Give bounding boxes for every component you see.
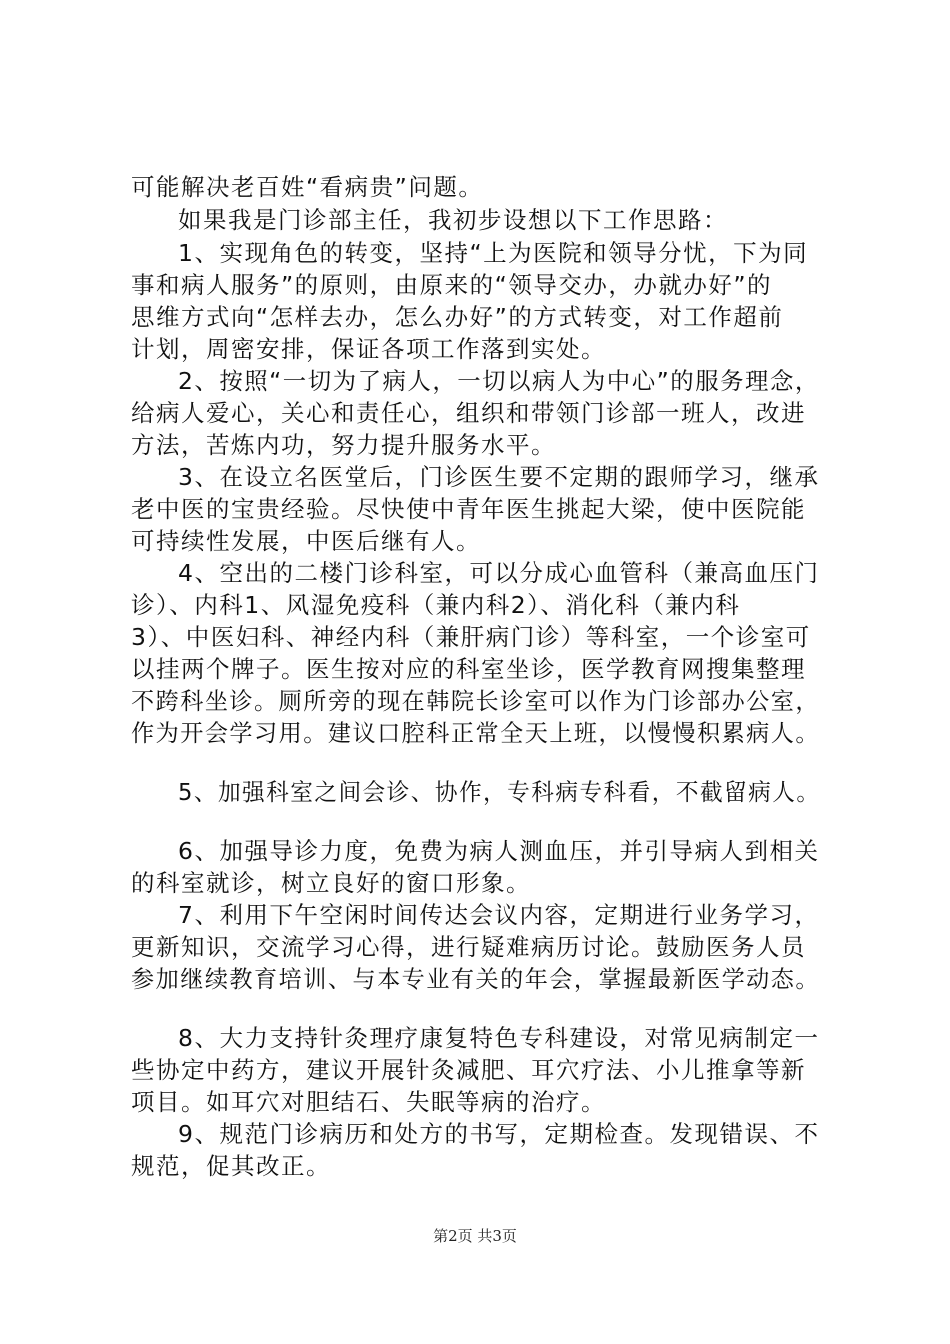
text-line: 的科室就诊，树立良好的窗口形象。: [131, 869, 531, 897]
text-line: 可能解决老百姓“看病贵”问题。: [131, 173, 484, 201]
text-line: 参加继续教育培训、与本专业有关的年会，掌握最新医学动态。: [131, 965, 821, 993]
text-line: 9、规范门诊病历和处方的书写，定期检查。发现错误、不: [178, 1120, 820, 1148]
text-line: 3）、中医妇科、神经内科（兼肝病门诊）等科室，一个诊室可: [131, 623, 811, 651]
text-line: 些协定中药方，建议开展针灸减肥、耳穴疗法、小儿推拿等新: [131, 1056, 806, 1084]
text-line: 计划，周密安排，保证各项工作落到实处。: [131, 335, 606, 363]
text-line: 诊）、内科1、风湿免疫科（兼内科2）、消化科（兼内科: [131, 591, 741, 619]
text-line: 更新知识，交流学习心得，进行疑难病历讨论。鼓励医务人员: [131, 933, 806, 961]
text-line: 项目。如耳穴对胆结石、失眠等病的治疗。: [131, 1088, 606, 1116]
text-line: 不跨科坐诊。厕所旁的现在韩院长诊室可以作为门诊部办公室，: [131, 687, 821, 715]
text-line: 6、加强导诊力度，免费为病人测血压，并引导病人到相关: [178, 837, 820, 865]
text-line: 给病人爱心，关心和责任心，组织和带领门诊部一班人，改进: [131, 399, 806, 427]
text-line: 可持续性发展，中医后继有人。: [131, 527, 481, 555]
text-line: 方法，苦炼内功，努力提升服务水平。: [131, 431, 556, 459]
text-line: 事和病人服务”的原则，由原来的“领导交办，办就办好”的: [131, 271, 773, 299]
text-line: 老中医的宝贵经验。尽快使中青年医生挑起大梁，使中医院能: [131, 495, 806, 523]
text-line: 7、利用下午空闲时间传达会议内容，定期进行业务学习，: [178, 901, 820, 929]
text-line: 思维方式向“怎样去办，怎么办好”的方式转变，对工作超前: [131, 303, 784, 331]
text-line: 规范，促其改正。: [131, 1152, 331, 1180]
text-line: 如果我是门诊部主任，我初步设想以下工作思路：: [178, 206, 728, 234]
page-number: 第2页 共3页: [433, 1227, 517, 1245]
text-line: 2、按照“一切为了病人，一切以病人为中心”的服务理念，: [178, 367, 820, 395]
text-line: 3、在设立名医堂后，门诊医生要不定期的跟师学习，继承: [178, 463, 820, 491]
text-line: 8、大力支持针灸理疗康复特色专科建设，对常见病制定一: [178, 1024, 820, 1052]
text-line: 作为开会学习用。建议口腔科正常全天上班，以慢慢积累病人。: [131, 719, 821, 747]
text-line: 5、加强科室之间会诊、协作，专科病专科看，不截留病人。: [178, 778, 821, 806]
text-line: 以挂两个牌子。医生按对应的科室坐诊，医学教育网搜集整理: [131, 655, 806, 683]
text-line: 1、实现角色的转变，坚持“上为医院和领导分忧，下为同: [178, 239, 809, 267]
text-line: 4、空出的二楼门诊科室，可以分成心血管科（兼高血压门: [178, 559, 820, 587]
